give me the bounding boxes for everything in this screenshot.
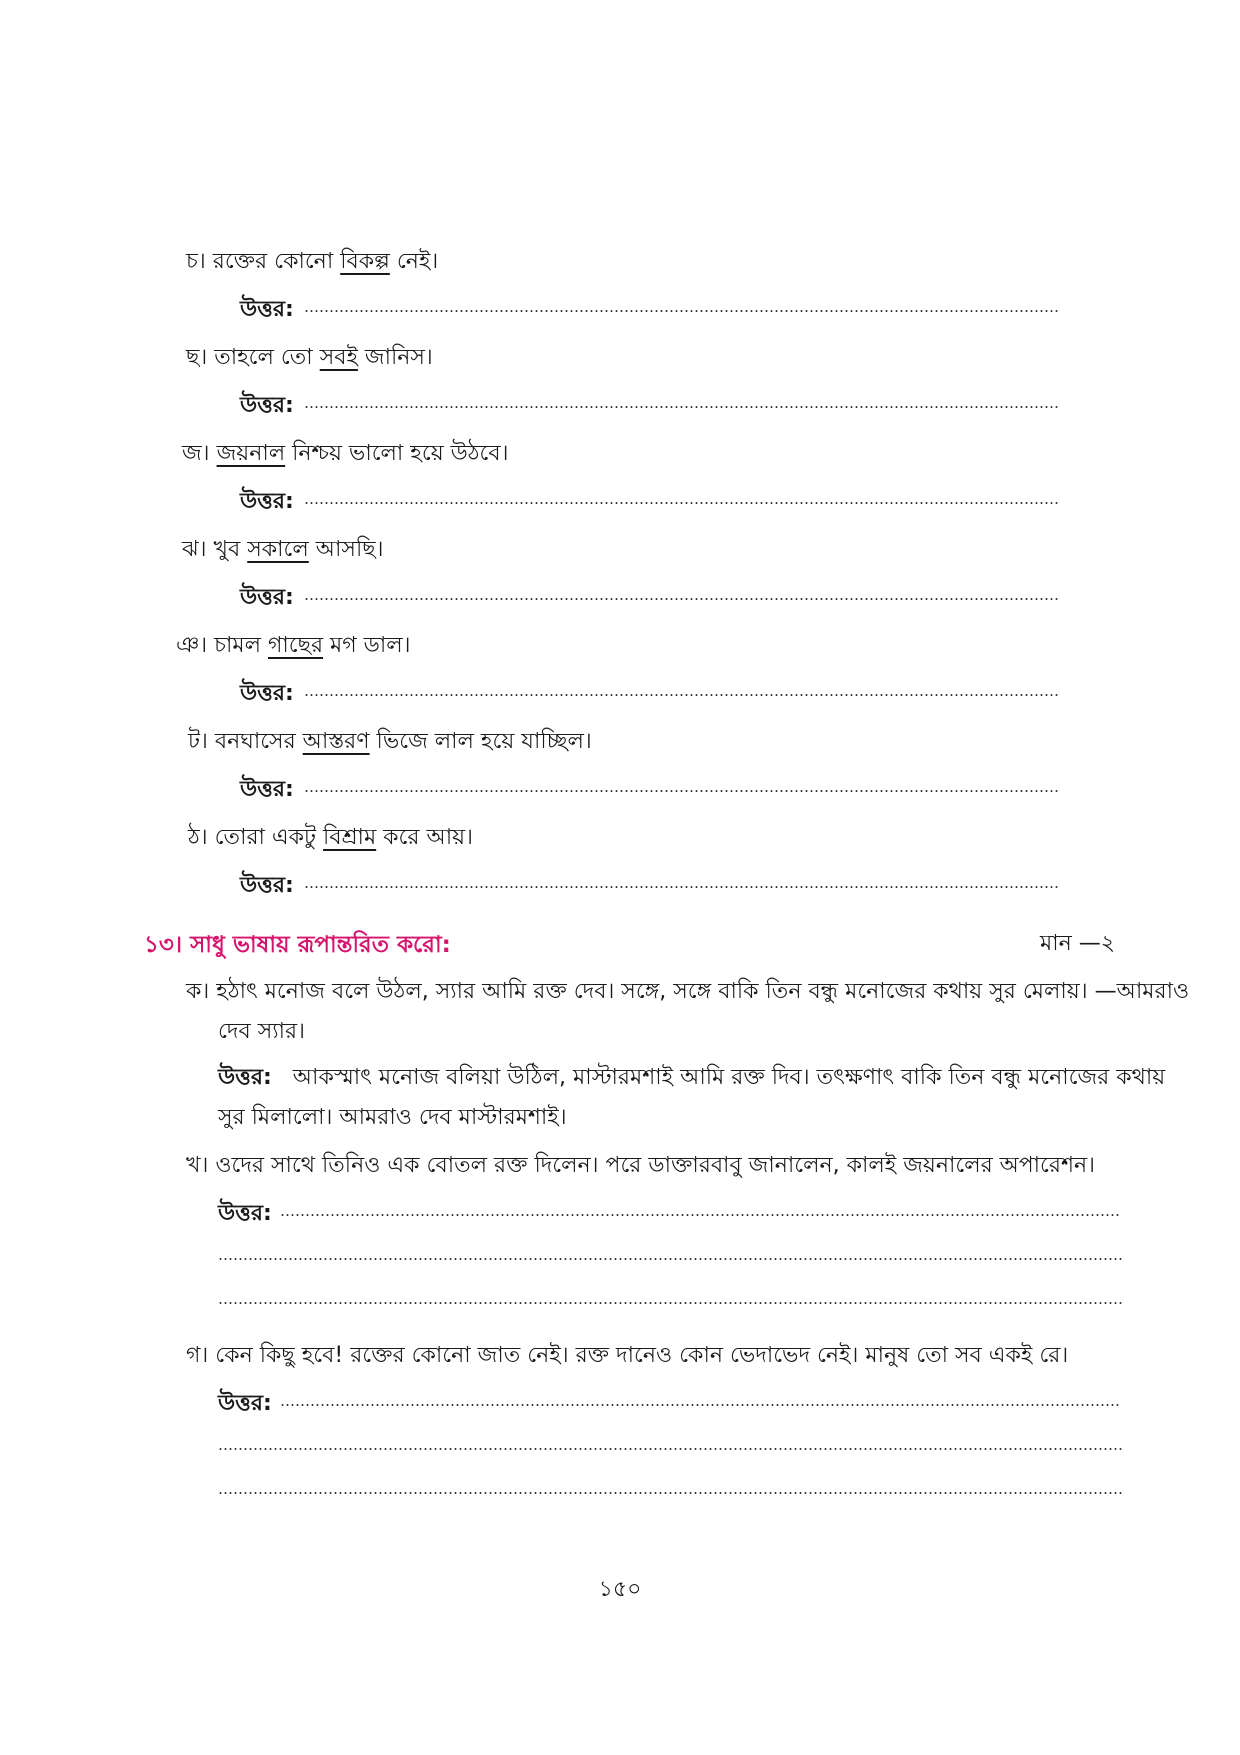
question-number: ক। — [186, 979, 210, 1004]
question-ga: গ। কেন কিছু হবে! রক্তের কোনো জাত নেই। রক্ত দানেও কোন ভেদাভেদ নেই। মানুষ তো সব একই রে। — [186, 1343, 1069, 1368]
underlined-word: বিশ্রাম — [323, 825, 377, 850]
answer-ka-line2: সুর মিলালো। আমরাও দেব মাস্টারমশাই। — [218, 1105, 567, 1130]
answer-label: উত্তর: — [218, 1201, 272, 1226]
answer-label: উত্তর: — [218, 1065, 272, 1090]
question-ta: ট। বনঘাসের আস্তরণ ভিজে লাল হয়ে যাচ্ছিল। — [188, 724, 592, 761]
answer-text: আকস্মাৎ মনোজ বলিয়া উঠিল, মাস্টারমশাই আমি রক্ত দিব। তৎক্ষণাৎ বাকি তিন বন্ধু মনোজের কথায় — [292, 1065, 1166, 1090]
answer-line[interactable] — [218, 1258, 1124, 1260]
answer-label: উত্তর: — [240, 489, 294, 514]
answer-line[interactable] — [304, 886, 1058, 888]
answer-line[interactable] — [304, 310, 1058, 312]
answer-line[interactable] — [304, 406, 1058, 408]
answer-label: উত্তর: — [240, 297, 294, 322]
question-chha: ছ। তাহলে তো সবই জানিস। — [186, 340, 433, 377]
underlined-word: গাছের — [267, 633, 324, 658]
question-tha: ঠ। তোরা একটু বিশ্রাম করে আয়। — [188, 820, 473, 857]
question-number: ঝ। — [182, 537, 207, 562]
question-ja: জ। জয়নাল নিশ্চয় ভালো হয়ে উঠবে। — [182, 436, 509, 473]
question-number: ঠ। — [188, 825, 208, 850]
section-13-marks: মান —২ — [1040, 931, 1116, 956]
question-ka-line1: ক। হঠাৎ মনোজ বলে উঠল, স্যার আমি রক্ত দেব। সঙ্গে, সঙ্গে বাকি তিন বন্ধু মনোজের কথায় সুর মেলায়। —আমরাও — [186, 979, 1190, 1004]
question-number: জ। — [182, 441, 210, 466]
section-13-heading: ১৩। সাধু ভাষায় রূপান্তরিত করো: — [144, 932, 451, 958]
answer-line[interactable] — [218, 1492, 1124, 1494]
question-nya: ঞ। চামল গাছের মগ ডাল। — [176, 628, 411, 665]
question-number: ট। — [188, 729, 208, 754]
answer-line[interactable] — [304, 694, 1058, 696]
answer-label: উত্তর: — [240, 681, 294, 706]
answer-label: উত্তর: — [218, 1391, 272, 1416]
underlined-word: সবই — [319, 345, 358, 370]
question-jha: ঝ। খুব সকালে আসছি। — [182, 532, 383, 569]
answer-line[interactable] — [218, 1448, 1124, 1450]
question-kha: খ। ওদের সাথে তিনিও এক বোতল রক্ত দিলেন। পরে ডাক্তারবাবু জানালেন, কালই জয়নালের অপারেশন। — [186, 1153, 1096, 1178]
answer-line[interactable] — [280, 1214, 1120, 1216]
underlined-word: আস্তরণ — [302, 729, 370, 754]
answer-label: উত্তর: — [240, 585, 294, 610]
question-number: ঞ। — [176, 633, 208, 658]
underlined-word: জয়নাল — [216, 441, 286, 466]
question-number: খ। — [186, 1153, 209, 1178]
answer-label: উত্তর: — [240, 873, 294, 898]
page-number: ১৫০ — [598, 1577, 642, 1602]
answer-ka-line1 — [218, 1060, 1165, 1097]
answer-line[interactable] — [218, 1302, 1124, 1304]
answer-line[interactable] — [280, 1404, 1120, 1406]
question-number: গ। — [186, 1343, 209, 1368]
question-cha: চ। রক্তের কোনো বিকল্প নেই। — [186, 244, 438, 281]
answer-label: উত্তর: — [240, 393, 294, 418]
answer-line[interactable] — [304, 598, 1058, 600]
question-ka-line2: দেব স্যার। — [218, 1019, 305, 1044]
answer-line[interactable] — [304, 790, 1058, 792]
question-number: ছ। — [186, 345, 208, 370]
question-number: চ। — [186, 249, 206, 274]
answer-label: উত্তর: — [240, 777, 294, 802]
answer-line[interactable] — [304, 502, 1058, 504]
underlined-word: সকালে — [247, 537, 309, 562]
underlined-word: বিকল্প — [340, 249, 390, 274]
